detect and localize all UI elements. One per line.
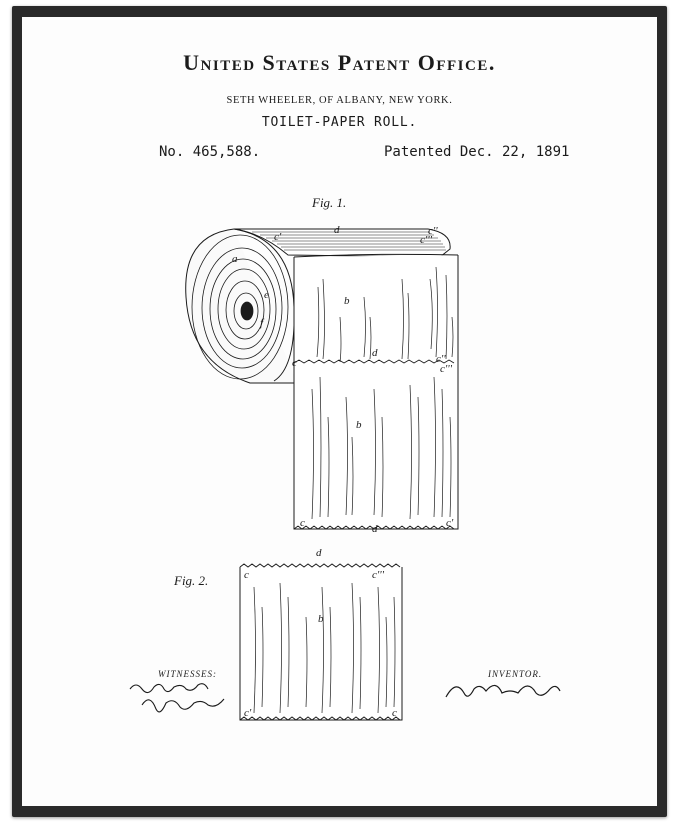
witnesses-caption: WITNESSES:	[158, 669, 217, 679]
invention-title: TOILET-PAPER ROLL.	[261, 115, 418, 130]
patent-drawing	[22, 17, 657, 806]
inventor-signature	[446, 685, 560, 697]
label-c-fig2: c	[244, 569, 249, 581]
patent-print	[22, 17, 657, 806]
sheet-figure	[240, 564, 402, 720]
label-a: a	[232, 253, 238, 265]
office-title: United States Patent Office.	[183, 50, 496, 75]
label-c1-fig2: c'	[244, 707, 252, 719]
patent-number: No. 465,588.	[159, 144, 261, 160]
patent-date: Patented Dec. 22, 1891	[384, 144, 570, 160]
label-d-mid: d	[372, 347, 378, 359]
label-c3-mid: c'''	[440, 363, 452, 375]
label-b-fig2: b	[318, 613, 324, 625]
label-d-top: d	[334, 224, 340, 236]
label-c2-mid: c''	[436, 353, 446, 365]
label-c-fig2-bottom: c	[392, 707, 397, 719]
label-d-fig2: d	[316, 547, 322, 559]
label-c2-top: c''	[428, 225, 438, 237]
label-c3-top: c'''	[420, 234, 432, 246]
roll-figure	[186, 229, 458, 529]
label-c-bottom: c	[300, 517, 305, 529]
inventor-line: SETH WHEELER, OF ALBANY, NEW YORK.	[226, 95, 453, 106]
label-c1-top: c'	[274, 231, 282, 243]
label-b-upper: b	[344, 295, 350, 307]
label-e: e	[264, 289, 269, 301]
inventor-caption: INVENTOR.	[488, 669, 543, 679]
label-d-bottom: d	[372, 523, 378, 535]
fig2-caption: Fig. 2.	[174, 573, 209, 588]
fig1-caption: Fig. 1.	[312, 195, 347, 210]
label-c-mid: c	[292, 357, 297, 369]
label-c1-bottom: c'	[446, 517, 454, 529]
witness-signatures	[130, 684, 224, 712]
label-f: f	[260, 317, 264, 329]
label-c3-fig2: c'''	[372, 569, 384, 581]
label-b-lower: b	[356, 419, 362, 431]
